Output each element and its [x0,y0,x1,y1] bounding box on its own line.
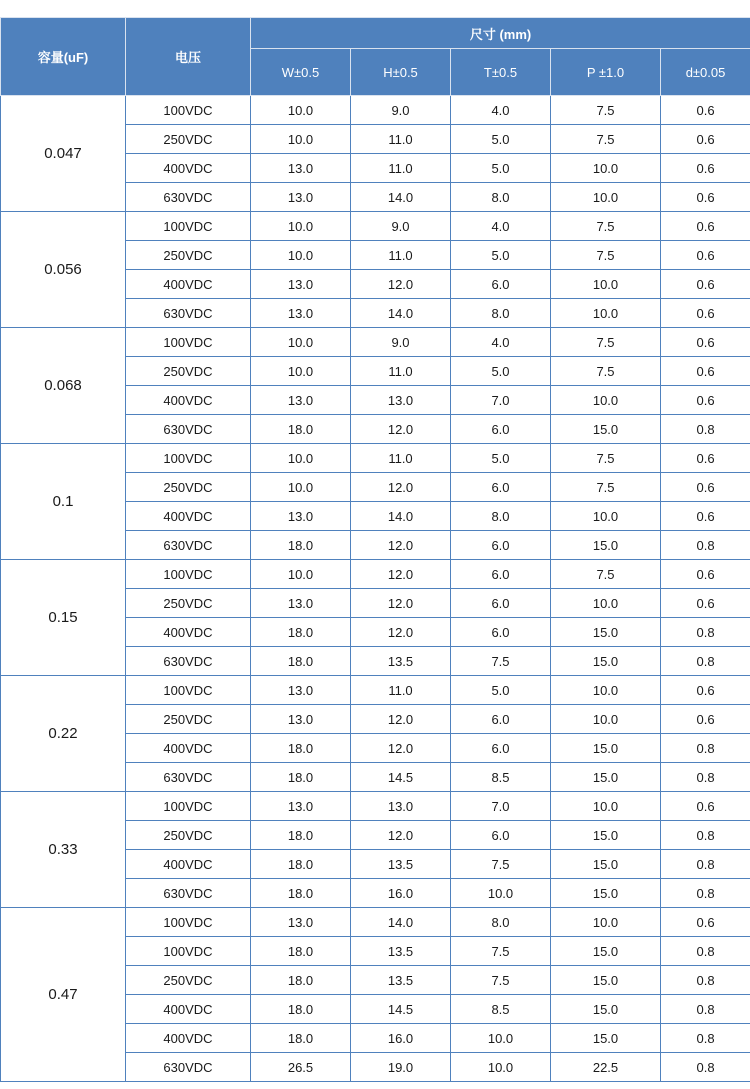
voltage-cell: 100VDC [126,937,251,966]
p-cell: 10.0 [551,183,661,212]
w-cell: 18.0 [251,966,351,995]
p-cell: 15.0 [551,937,661,966]
voltage-cell: 100VDC [126,908,251,937]
w-cell: 13.0 [251,792,351,821]
w-cell: 18.0 [251,618,351,647]
table-body [1,96,750,1082]
w-cell: 10.0 [251,125,351,154]
d-cell: 0.6 [661,299,750,328]
voltage-cell: 630VDC [126,1053,251,1082]
voltage-cell: 400VDC [126,270,251,299]
w-cell: 13.0 [251,386,351,415]
voltage-cell: 630VDC [126,415,251,444]
p-cell: 15.0 [551,763,661,792]
table-header [1,18,750,96]
w-cell: 10.0 [251,328,351,357]
d-cell: 0.8 [661,879,750,908]
voltage-cell: 400VDC [126,386,251,415]
t-cell: 5.0 [451,241,551,270]
d-cell: 0.6 [661,357,750,386]
h-cell: 14.0 [351,502,451,531]
t-cell: 6.0 [451,531,551,560]
t-cell: 5.0 [451,125,551,154]
h-cell: 19.0 [351,1053,451,1082]
d-cell: 0.8 [661,415,750,444]
t-cell: 8.0 [451,299,551,328]
p-cell: 15.0 [551,618,661,647]
d-cell: 0.8 [661,821,750,850]
voltage-cell: 100VDC [126,444,251,473]
t-cell: 7.5 [451,937,551,966]
p-cell: 10.0 [551,792,661,821]
voltage-cell: 100VDC [126,212,251,241]
p-cell: 15.0 [551,850,661,879]
d-cell: 0.6 [661,212,750,241]
table-row [1,676,750,705]
header-voltage: 电压 [126,18,251,96]
p-cell: 10.0 [551,705,661,734]
w-cell: 13.0 [251,589,351,618]
voltage-cell: 250VDC [126,357,251,386]
p-cell: 7.5 [551,444,661,473]
h-cell: 12.0 [351,618,451,647]
w-cell: 13.0 [251,908,351,937]
d-cell: 0.6 [661,183,750,212]
d-cell: 0.8 [661,850,750,879]
w-cell: 13.0 [251,676,351,705]
header-dim-d: d±0.05 [661,49,750,96]
d-cell: 0.8 [661,937,750,966]
voltage-cell: 100VDC [126,792,251,821]
w-cell: 10.0 [251,560,351,589]
h-cell: 11.0 [351,125,451,154]
table-row [1,560,750,589]
p-cell: 15.0 [551,966,661,995]
d-cell: 0.6 [661,589,750,618]
h-cell: 12.0 [351,821,451,850]
t-cell: 6.0 [451,415,551,444]
d-cell: 0.8 [661,763,750,792]
p-cell: 15.0 [551,995,661,1024]
t-cell: 4.0 [451,96,551,125]
h-cell: 14.0 [351,299,451,328]
voltage-cell: 400VDC [126,1024,251,1053]
voltage-cell: 100VDC [126,328,251,357]
w-cell: 26.5 [251,1053,351,1082]
voltage-cell: 250VDC [126,821,251,850]
voltage-cell: 400VDC [126,618,251,647]
t-cell: 8.5 [451,763,551,792]
voltage-cell: 250VDC [126,966,251,995]
capacity-cell: 0.056 [1,212,126,328]
p-cell: 15.0 [551,415,661,444]
d-cell: 0.6 [661,705,750,734]
w-cell: 18.0 [251,995,351,1024]
capacity-cell: 0.22 [1,676,126,792]
t-cell: 5.0 [451,676,551,705]
w-cell: 10.0 [251,357,351,386]
h-cell: 12.0 [351,705,451,734]
w-cell: 13.0 [251,705,351,734]
w-cell: 18.0 [251,647,351,676]
t-cell: 4.0 [451,328,551,357]
t-cell: 8.0 [451,183,551,212]
h-cell: 12.0 [351,560,451,589]
t-cell: 5.0 [451,357,551,386]
h-cell: 11.0 [351,444,451,473]
t-cell: 7.5 [451,850,551,879]
d-cell: 0.6 [661,908,750,937]
voltage-cell: 400VDC [126,502,251,531]
h-cell: 13.5 [351,966,451,995]
table-row [1,908,750,937]
h-cell: 13.5 [351,647,451,676]
header-dim-p: P ±1.0 [551,49,661,96]
d-cell: 0.6 [661,96,750,125]
p-cell: 10.0 [551,154,661,183]
voltage-cell: 630VDC [126,183,251,212]
voltage-cell: 100VDC [126,96,251,125]
w-cell: 13.0 [251,299,351,328]
d-cell: 0.8 [661,618,750,647]
voltage-cell: 630VDC [126,879,251,908]
w-cell: 18.0 [251,937,351,966]
header-capacity: 容量(uF) [1,18,126,96]
d-cell: 0.6 [661,386,750,415]
d-cell: 0.6 [661,270,750,299]
voltage-cell: 250VDC [126,705,251,734]
capacity-cell: 0.33 [1,792,126,908]
p-cell: 7.5 [551,212,661,241]
w-cell: 18.0 [251,415,351,444]
header-dim-h: H±0.5 [351,49,451,96]
voltage-cell: 250VDC [126,473,251,502]
voltage-cell: 250VDC [126,125,251,154]
w-cell: 18.0 [251,1024,351,1053]
voltage-cell: 400VDC [126,734,251,763]
d-cell: 0.8 [661,531,750,560]
t-cell: 6.0 [451,270,551,299]
table-row [1,792,750,821]
h-cell: 13.5 [351,850,451,879]
h-cell: 12.0 [351,734,451,763]
t-cell: 6.0 [451,618,551,647]
capacity-cell: 0.1 [1,444,126,560]
w-cell: 10.0 [251,241,351,270]
header-dim-t: T±0.5 [451,49,551,96]
t-cell: 7.0 [451,792,551,821]
t-cell: 6.0 [451,473,551,502]
h-cell: 14.5 [351,763,451,792]
w-cell: 18.0 [251,879,351,908]
t-cell: 8.5 [451,995,551,1024]
voltage-cell: 400VDC [126,850,251,879]
d-cell: 0.6 [661,125,750,154]
p-cell: 7.5 [551,473,661,502]
table-row [1,212,750,241]
w-cell: 10.0 [251,96,351,125]
p-cell: 7.5 [551,241,661,270]
voltage-cell: 400VDC [126,995,251,1024]
d-cell: 0.6 [661,560,750,589]
capacity-cell: 0.15 [1,560,126,676]
h-cell: 11.0 [351,154,451,183]
p-cell: 10.0 [551,676,661,705]
w-cell: 13.0 [251,183,351,212]
table-row [1,328,750,357]
w-cell: 10.0 [251,212,351,241]
p-cell: 15.0 [551,879,661,908]
t-cell: 4.0 [451,212,551,241]
w-cell: 18.0 [251,850,351,879]
h-cell: 11.0 [351,676,451,705]
t-cell: 5.0 [451,154,551,183]
d-cell: 0.6 [661,241,750,270]
d-cell: 0.6 [661,154,750,183]
d-cell: 0.8 [661,1053,750,1082]
w-cell: 13.0 [251,154,351,183]
p-cell: 10.0 [551,299,661,328]
t-cell: 10.0 [451,879,551,908]
voltage-cell: 630VDC [126,531,251,560]
h-cell: 14.5 [351,995,451,1024]
d-cell: 0.6 [661,676,750,705]
h-cell: 16.0 [351,879,451,908]
header-dim-w: W±0.5 [251,49,351,96]
t-cell: 10.0 [451,1053,551,1082]
p-cell: 10.0 [551,589,661,618]
w-cell: 13.0 [251,270,351,299]
t-cell: 6.0 [451,734,551,763]
table-row [1,96,750,125]
header-row-top [1,18,750,49]
h-cell: 13.0 [351,386,451,415]
d-cell: 0.8 [661,966,750,995]
voltage-cell: 630VDC [126,763,251,792]
voltage-cell: 100VDC [126,676,251,705]
w-cell: 18.0 [251,763,351,792]
capacitor-spec-table [0,17,750,1082]
p-cell: 15.0 [551,734,661,763]
p-cell: 22.5 [551,1053,661,1082]
d-cell: 0.6 [661,328,750,357]
h-cell: 9.0 [351,96,451,125]
h-cell: 14.0 [351,908,451,937]
p-cell: 10.0 [551,908,661,937]
voltage-cell: 630VDC [126,299,251,328]
h-cell: 9.0 [351,212,451,241]
capacity-cell: 0.047 [1,96,126,212]
p-cell: 15.0 [551,647,661,676]
t-cell: 6.0 [451,705,551,734]
p-cell: 7.5 [551,357,661,386]
h-cell: 12.0 [351,415,451,444]
h-cell: 11.0 [351,241,451,270]
h-cell: 12.0 [351,473,451,502]
voltage-cell: 250VDC [126,589,251,618]
d-cell: 0.6 [661,444,750,473]
h-cell: 9.0 [351,328,451,357]
d-cell: 0.8 [661,995,750,1024]
p-cell: 15.0 [551,1024,661,1053]
p-cell: 7.5 [551,328,661,357]
w-cell: 18.0 [251,531,351,560]
h-cell: 13.0 [351,792,451,821]
capacity-cell: 0.47 [1,908,126,1082]
p-cell: 15.0 [551,821,661,850]
t-cell: 6.0 [451,821,551,850]
p-cell: 7.5 [551,125,661,154]
p-cell: 7.5 [551,560,661,589]
h-cell: 12.0 [351,589,451,618]
d-cell: 0.8 [661,647,750,676]
w-cell: 18.0 [251,821,351,850]
p-cell: 15.0 [551,531,661,560]
w-cell: 10.0 [251,473,351,502]
voltage-cell: 630VDC [126,647,251,676]
w-cell: 13.0 [251,502,351,531]
voltage-cell: 400VDC [126,154,251,183]
h-cell: 16.0 [351,1024,451,1053]
d-cell: 0.8 [661,1024,750,1053]
p-cell: 10.0 [551,386,661,415]
t-cell: 5.0 [451,444,551,473]
h-cell: 13.5 [351,937,451,966]
t-cell: 10.0 [451,1024,551,1053]
h-cell: 12.0 [351,270,451,299]
p-cell: 10.0 [551,270,661,299]
t-cell: 7.0 [451,386,551,415]
t-cell: 6.0 [451,560,551,589]
h-cell: 12.0 [351,531,451,560]
p-cell: 7.5 [551,96,661,125]
voltage-cell: 100VDC [126,560,251,589]
w-cell: 10.0 [251,444,351,473]
h-cell: 14.0 [351,183,451,212]
table-row [1,444,750,473]
t-cell: 6.0 [451,589,551,618]
t-cell: 8.0 [451,908,551,937]
p-cell: 10.0 [551,502,661,531]
t-cell: 7.5 [451,647,551,676]
h-cell: 11.0 [351,357,451,386]
d-cell: 0.6 [661,502,750,531]
w-cell: 18.0 [251,734,351,763]
t-cell: 7.5 [451,966,551,995]
d-cell: 0.6 [661,792,750,821]
d-cell: 0.6 [661,473,750,502]
t-cell: 8.0 [451,502,551,531]
d-cell: 0.8 [661,734,750,763]
header-dimension: 尺寸 (mm) [251,18,750,49]
voltage-cell: 250VDC [126,241,251,270]
capacity-cell: 0.068 [1,328,126,444]
